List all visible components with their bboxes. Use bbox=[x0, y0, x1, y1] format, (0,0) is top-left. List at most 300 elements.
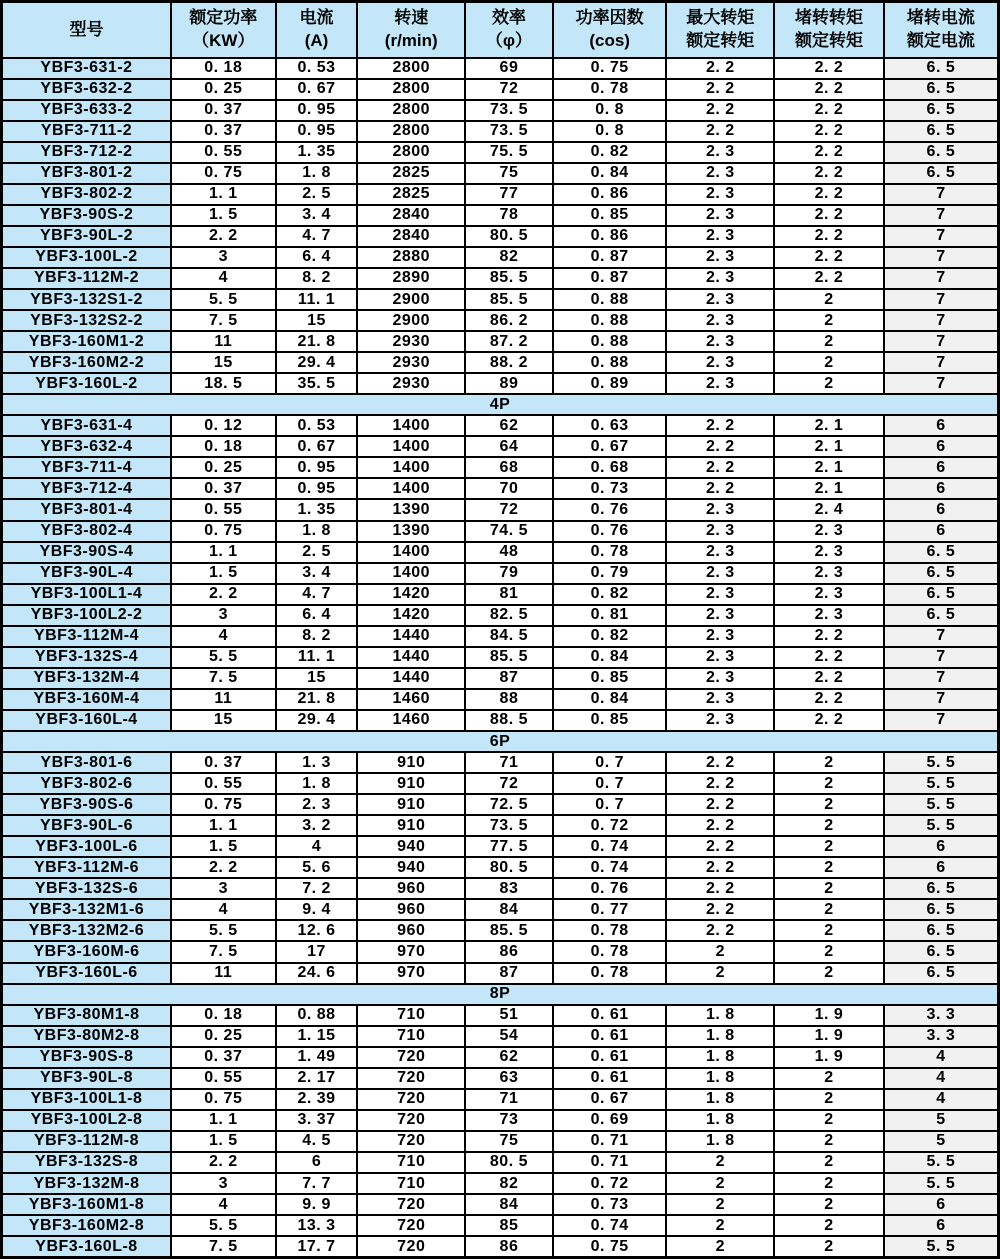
table-row bbox=[2, 142, 999, 163]
value-cell: 29. 4 bbox=[276, 710, 358, 731]
value-cell: 0. 69 bbox=[553, 1110, 667, 1131]
value-cell: 7 bbox=[884, 247, 999, 268]
table-row bbox=[2, 163, 999, 184]
value-cell: 84 bbox=[465, 899, 553, 920]
table-row bbox=[2, 373, 999, 394]
value-cell: 6. 5 bbox=[884, 142, 999, 163]
value-cell: 1. 35 bbox=[276, 142, 358, 163]
table-row bbox=[2, 226, 999, 247]
value-cell: 2800 bbox=[357, 58, 465, 79]
value-cell: 82. 5 bbox=[465, 605, 553, 626]
value-cell: 48 bbox=[465, 542, 553, 563]
value-cell: 2930 bbox=[357, 352, 465, 373]
value-cell: 960 bbox=[357, 878, 465, 899]
value-cell: 720 bbox=[357, 1110, 465, 1131]
value-cell: 0. 75 bbox=[171, 163, 276, 184]
value-cell: 63 bbox=[465, 1068, 553, 1089]
value-cell: 1. 1 bbox=[171, 184, 276, 205]
value-cell: 0. 73 bbox=[553, 1194, 667, 1215]
value-cell: 940 bbox=[357, 857, 465, 878]
value-cell: 87 bbox=[465, 668, 553, 689]
value-cell: 2840 bbox=[357, 205, 465, 226]
value-cell: 2. 2 bbox=[774, 58, 884, 79]
value-cell: 2. 3 bbox=[666, 226, 774, 247]
value-cell: 0. 37 bbox=[171, 752, 276, 773]
model-cell: YBF3-160M2-8 bbox=[2, 1215, 171, 1236]
value-cell: 0. 74 bbox=[553, 1215, 667, 1236]
value-cell: 7 bbox=[884, 331, 999, 352]
value-cell: 11. 1 bbox=[276, 647, 358, 668]
value-cell: 0. 7 bbox=[553, 794, 667, 815]
value-cell: 2 bbox=[774, 794, 884, 815]
value-cell: 0. 88 bbox=[553, 331, 667, 352]
value-cell: 85. 5 bbox=[465, 289, 553, 310]
table-row bbox=[2, 436, 999, 457]
value-cell: 6. 5 bbox=[884, 899, 999, 920]
model-cell: YBF3-90L-6 bbox=[2, 815, 171, 836]
value-cell: 84 bbox=[465, 1194, 553, 1215]
value-cell: 2. 2 bbox=[774, 184, 884, 205]
value-cell: 5 bbox=[884, 1110, 999, 1131]
value-cell: 0. 78 bbox=[553, 79, 667, 100]
table-row bbox=[2, 563, 999, 584]
value-cell: 85. 5 bbox=[465, 647, 553, 668]
value-cell: 0. 88 bbox=[276, 1005, 358, 1026]
value-cell: 69 bbox=[465, 58, 553, 79]
value-cell: 88 bbox=[465, 689, 553, 710]
value-cell: 2. 2 bbox=[666, 878, 774, 899]
value-cell: 2. 3 bbox=[666, 605, 774, 626]
value-cell: 0. 61 bbox=[553, 1068, 667, 1089]
value-cell: 0. 84 bbox=[553, 689, 667, 710]
value-cell: 970 bbox=[357, 963, 465, 984]
value-cell: 7 bbox=[884, 184, 999, 205]
value-cell: 72 bbox=[465, 773, 553, 794]
section-row-8p bbox=[2, 984, 999, 1005]
value-cell: 2. 2 bbox=[666, 815, 774, 836]
value-cell: 2. 2 bbox=[774, 226, 884, 247]
value-cell: 0. 76 bbox=[553, 878, 667, 899]
model-cell: YBF3-132M-4 bbox=[2, 668, 171, 689]
table-body bbox=[2, 58, 999, 1258]
value-cell: 2930 bbox=[357, 373, 465, 394]
value-cell: 2 bbox=[774, 963, 884, 984]
table-row bbox=[2, 1173, 999, 1194]
value-cell: 0. 55 bbox=[171, 499, 276, 520]
model-cell: YBF3-112M-2 bbox=[2, 268, 171, 289]
value-cell: 7 bbox=[884, 689, 999, 710]
value-cell: 7 bbox=[884, 226, 999, 247]
value-cell: 0. 7 bbox=[553, 773, 667, 794]
value-cell: 2. 2 bbox=[666, 58, 774, 79]
value-cell: 80. 5 bbox=[465, 226, 553, 247]
value-cell: 11. 1 bbox=[276, 289, 358, 310]
value-cell: 0. 18 bbox=[171, 58, 276, 79]
value-cell: 85 bbox=[465, 1215, 553, 1236]
table-row bbox=[2, 1068, 999, 1089]
value-cell: 70 bbox=[465, 478, 553, 499]
value-cell: 77 bbox=[465, 184, 553, 205]
value-cell: 1400 bbox=[357, 478, 465, 499]
value-cell: 2 bbox=[774, 1215, 884, 1236]
value-cell: 1. 8 bbox=[666, 1047, 774, 1068]
table-row bbox=[2, 100, 999, 121]
value-cell: 1. 9 bbox=[774, 1047, 884, 1068]
column-header-model: 型号 bbox=[2, 2, 171, 58]
value-cell: 2. 2 bbox=[774, 121, 884, 142]
value-cell: 2. 2 bbox=[171, 226, 276, 247]
value-cell: 0. 12 bbox=[171, 415, 276, 436]
value-cell: 2 bbox=[774, 1194, 884, 1215]
value-cell: 0. 84 bbox=[553, 647, 667, 668]
value-cell: 720 bbox=[357, 1131, 465, 1152]
value-cell: 2. 2 bbox=[774, 79, 884, 100]
model-cell: YBF3-712-2 bbox=[2, 142, 171, 163]
value-cell: 6. 5 bbox=[884, 941, 999, 962]
value-cell: 2 bbox=[774, 1173, 884, 1194]
value-cell: 0. 8 bbox=[553, 100, 667, 121]
value-cell: 0. 7 bbox=[553, 752, 667, 773]
value-cell: 6. 4 bbox=[276, 605, 358, 626]
value-cell: 910 bbox=[357, 815, 465, 836]
value-cell: 2 bbox=[774, 373, 884, 394]
value-cell: 0. 67 bbox=[276, 436, 358, 457]
column-header-power_factor: 功率因数 (cos) bbox=[553, 2, 667, 58]
table-row bbox=[2, 794, 999, 815]
value-cell: 6. 5 bbox=[884, 963, 999, 984]
value-cell: 73 bbox=[465, 1110, 553, 1131]
value-cell: 6. 5 bbox=[884, 163, 999, 184]
value-cell: 73. 5 bbox=[465, 815, 553, 836]
value-cell: 7 bbox=[884, 626, 999, 647]
value-cell: 11 bbox=[171, 963, 276, 984]
model-cell: YBF3-160M1-2 bbox=[2, 331, 171, 352]
value-cell: 0. 76 bbox=[553, 521, 667, 542]
value-cell: 6. 5 bbox=[884, 563, 999, 584]
table-row bbox=[2, 331, 999, 352]
table-row bbox=[2, 899, 999, 920]
value-cell: 970 bbox=[357, 941, 465, 962]
value-cell: 6 bbox=[884, 478, 999, 499]
value-cell: 2. 3 bbox=[666, 352, 774, 373]
value-cell: 0. 75 bbox=[171, 1089, 276, 1110]
value-cell: 2. 3 bbox=[666, 626, 774, 647]
model-cell: YBF3-132S-6 bbox=[2, 878, 171, 899]
value-cell: 0. 88 bbox=[553, 310, 667, 331]
table-row bbox=[2, 1152, 999, 1173]
model-cell: YBF3-90S-2 bbox=[2, 205, 171, 226]
table-row bbox=[2, 121, 999, 142]
model-cell: YBF3-80M2-8 bbox=[2, 1026, 171, 1047]
value-cell: 2. 4 bbox=[774, 499, 884, 520]
value-cell: 2 bbox=[774, 310, 884, 331]
value-cell: 1460 bbox=[357, 710, 465, 731]
value-cell: 2. 2 bbox=[666, 899, 774, 920]
value-cell: 2. 3 bbox=[666, 499, 774, 520]
value-cell: 11 bbox=[171, 331, 276, 352]
value-cell: 15 bbox=[171, 710, 276, 731]
value-cell: 7. 7 bbox=[276, 1173, 358, 1194]
model-cell: YBF3-100L1-8 bbox=[2, 1089, 171, 1110]
table-row bbox=[2, 205, 999, 226]
value-cell: 2. 2 bbox=[774, 626, 884, 647]
value-cell: 18. 5 bbox=[171, 373, 276, 394]
table-row bbox=[2, 1194, 999, 1215]
value-cell: 7 bbox=[884, 205, 999, 226]
value-cell: 4 bbox=[171, 626, 276, 647]
value-cell: 2. 3 bbox=[666, 268, 774, 289]
table-row bbox=[2, 268, 999, 289]
value-cell: 1390 bbox=[357, 499, 465, 520]
value-cell: 75. 5 bbox=[465, 142, 553, 163]
table-row bbox=[2, 710, 999, 731]
table-row bbox=[2, 1236, 999, 1257]
model-cell: YBF3-90S-6 bbox=[2, 794, 171, 815]
value-cell: 0. 75 bbox=[553, 58, 667, 79]
value-cell: 0. 86 bbox=[553, 184, 667, 205]
value-cell: 8. 2 bbox=[276, 268, 358, 289]
model-cell: YBF3-132S-4 bbox=[2, 647, 171, 668]
value-cell: 2 bbox=[774, 836, 884, 857]
value-cell: 0. 78 bbox=[553, 542, 667, 563]
value-cell: 1390 bbox=[357, 521, 465, 542]
value-cell: 0. 84 bbox=[553, 163, 667, 184]
table-row bbox=[2, 920, 999, 941]
table-row bbox=[2, 1089, 999, 1110]
value-cell: 80. 5 bbox=[465, 1152, 553, 1173]
value-cell: 82 bbox=[465, 247, 553, 268]
value-cell: 2. 3 bbox=[774, 563, 884, 584]
value-cell: 4 bbox=[171, 1194, 276, 1215]
value-cell: 7 bbox=[884, 289, 999, 310]
value-cell: 2. 3 bbox=[666, 310, 774, 331]
value-cell: 1400 bbox=[357, 542, 465, 563]
value-cell: 2 bbox=[666, 1173, 774, 1194]
value-cell: 86 bbox=[465, 1236, 553, 1257]
table-row bbox=[2, 1026, 999, 1047]
value-cell: 2. 3 bbox=[774, 584, 884, 605]
value-cell: 71 bbox=[465, 1089, 553, 1110]
value-cell: 2. 2 bbox=[666, 752, 774, 773]
value-cell: 0. 67 bbox=[276, 79, 358, 100]
value-cell: 0. 82 bbox=[553, 142, 667, 163]
value-cell: 0. 87 bbox=[553, 247, 667, 268]
value-cell: 2. 3 bbox=[666, 689, 774, 710]
model-cell: YBF3-112M-6 bbox=[2, 857, 171, 878]
value-cell: 64 bbox=[465, 436, 553, 457]
model-cell: YBF3-132M2-6 bbox=[2, 920, 171, 941]
value-cell: 910 bbox=[357, 752, 465, 773]
value-cell: 7. 5 bbox=[171, 668, 276, 689]
table-row bbox=[2, 878, 999, 899]
value-cell: 0. 25 bbox=[171, 1026, 276, 1047]
column-header-locked_rotor_current_over_rated_current: 堵转电流 额定电流 bbox=[884, 2, 999, 58]
value-cell: 2. 2 bbox=[666, 857, 774, 878]
value-cell: 73. 5 bbox=[465, 100, 553, 121]
table-row bbox=[2, 1215, 999, 1236]
value-cell: 6. 5 bbox=[884, 79, 999, 100]
value-cell: 0. 95 bbox=[276, 100, 358, 121]
value-cell: 2. 2 bbox=[171, 1152, 276, 1173]
value-cell: 3. 2 bbox=[276, 815, 358, 836]
value-cell: 2. 2 bbox=[666, 100, 774, 121]
table-row bbox=[2, 626, 999, 647]
value-cell: 2800 bbox=[357, 79, 465, 100]
value-cell: 0. 71 bbox=[553, 1131, 667, 1152]
value-cell: 5. 5 bbox=[884, 773, 999, 794]
value-cell: 17. 7 bbox=[276, 1236, 358, 1257]
value-cell: 7. 5 bbox=[171, 310, 276, 331]
value-cell: 2900 bbox=[357, 310, 465, 331]
value-cell: 2. 39 bbox=[276, 1089, 358, 1110]
value-cell: 2 bbox=[774, 941, 884, 962]
value-cell: 21. 8 bbox=[276, 689, 358, 710]
model-cell: YBF3-631-2 bbox=[2, 58, 171, 79]
value-cell: 2900 bbox=[357, 289, 465, 310]
value-cell: 2 bbox=[774, 815, 884, 836]
value-cell: 2800 bbox=[357, 142, 465, 163]
table-row bbox=[2, 415, 999, 436]
column-header-rated_power_kw: 额定功率 （KW） bbox=[171, 2, 276, 58]
model-cell: YBF3-160M2-2 bbox=[2, 352, 171, 373]
value-cell: 0. 37 bbox=[171, 1047, 276, 1068]
value-cell: 1. 8 bbox=[276, 773, 358, 794]
model-cell: YBF3-80M1-8 bbox=[2, 1005, 171, 1026]
value-cell: 35. 5 bbox=[276, 373, 358, 394]
value-cell: 2. 3 bbox=[666, 142, 774, 163]
value-cell: 960 bbox=[357, 920, 465, 941]
value-cell: 0. 88 bbox=[553, 352, 667, 373]
value-cell: 81 bbox=[465, 584, 553, 605]
value-cell: 77. 5 bbox=[465, 836, 553, 857]
value-cell: 2 bbox=[774, 289, 884, 310]
value-cell: 2. 3 bbox=[666, 184, 774, 205]
value-cell: 0. 81 bbox=[553, 605, 667, 626]
value-cell: 2 bbox=[774, 857, 884, 878]
model-cell: YBF3-802-2 bbox=[2, 184, 171, 205]
value-cell: 0. 37 bbox=[171, 100, 276, 121]
value-cell: 51 bbox=[465, 1005, 553, 1026]
value-cell: 87. 2 bbox=[465, 331, 553, 352]
value-cell: 85. 5 bbox=[465, 268, 553, 289]
value-cell: 0. 68 bbox=[553, 457, 667, 478]
value-cell: 720 bbox=[357, 1068, 465, 1089]
value-cell: 7. 5 bbox=[171, 941, 276, 962]
value-cell: 3 bbox=[171, 1173, 276, 1194]
model-cell: YBF3-160L-4 bbox=[2, 710, 171, 731]
value-cell: 2 bbox=[774, 773, 884, 794]
value-cell: 4 bbox=[884, 1047, 999, 1068]
model-cell: YBF3-100L-6 bbox=[2, 836, 171, 857]
table-row bbox=[2, 605, 999, 626]
value-cell: 2. 2 bbox=[666, 836, 774, 857]
section-row-4p bbox=[2, 394, 999, 415]
value-cell: 0. 67 bbox=[553, 436, 667, 457]
value-cell: 2. 2 bbox=[666, 436, 774, 457]
value-cell: 8. 2 bbox=[276, 626, 358, 647]
value-cell: 24. 6 bbox=[276, 963, 358, 984]
value-cell: 0. 67 bbox=[553, 1089, 667, 1110]
column-header-efficiency: 效率 （φ） bbox=[465, 2, 553, 58]
value-cell: 82 bbox=[465, 1173, 553, 1194]
value-cell: 2 bbox=[666, 1215, 774, 1236]
value-cell: 54 bbox=[465, 1026, 553, 1047]
value-cell: 6 bbox=[884, 457, 999, 478]
value-cell: 4 bbox=[884, 1068, 999, 1089]
value-cell: 6. 4 bbox=[276, 247, 358, 268]
value-cell: 2825 bbox=[357, 163, 465, 184]
value-cell: 15 bbox=[276, 310, 358, 331]
value-cell: 88. 5 bbox=[465, 710, 553, 731]
value-cell: 720 bbox=[357, 1047, 465, 1068]
value-cell: 11 bbox=[171, 689, 276, 710]
model-cell: YBF3-802-6 bbox=[2, 773, 171, 794]
value-cell: 29. 4 bbox=[276, 352, 358, 373]
model-cell: YBF3-132M-8 bbox=[2, 1173, 171, 1194]
value-cell: 940 bbox=[357, 836, 465, 857]
value-cell: 2 bbox=[774, 352, 884, 373]
value-cell: 2. 2 bbox=[666, 773, 774, 794]
model-cell: YBF3-112M-4 bbox=[2, 626, 171, 647]
value-cell: 0. 55 bbox=[171, 1068, 276, 1089]
value-cell: 2 bbox=[774, 899, 884, 920]
value-cell: 2. 1 bbox=[774, 457, 884, 478]
value-cell: 83 bbox=[465, 878, 553, 899]
value-cell: 2. 3 bbox=[666, 247, 774, 268]
value-cell: 0. 37 bbox=[171, 478, 276, 499]
section-label: 6P bbox=[2, 731, 999, 752]
value-cell: 89 bbox=[465, 373, 553, 394]
value-cell: 3. 4 bbox=[276, 205, 358, 226]
value-cell: 0. 18 bbox=[171, 1005, 276, 1026]
value-cell: 6. 5 bbox=[884, 605, 999, 626]
value-cell: 7 bbox=[884, 647, 999, 668]
model-cell: YBF3-90L-4 bbox=[2, 563, 171, 584]
table-row bbox=[2, 79, 999, 100]
value-cell: 72 bbox=[465, 79, 553, 100]
value-cell: 4 bbox=[884, 1089, 999, 1110]
value-cell: 86. 2 bbox=[465, 310, 553, 331]
value-cell: 2 bbox=[774, 1089, 884, 1110]
value-cell: 7 bbox=[884, 710, 999, 731]
table-row bbox=[2, 352, 999, 373]
value-cell: 1. 8 bbox=[276, 521, 358, 542]
value-cell: 2. 3 bbox=[666, 331, 774, 352]
value-cell: 3. 3 bbox=[884, 1005, 999, 1026]
table-row bbox=[2, 1047, 999, 1068]
value-cell: 0. 89 bbox=[553, 373, 667, 394]
value-cell: 2 bbox=[666, 963, 774, 984]
value-cell: 0. 86 bbox=[553, 226, 667, 247]
value-cell: 9. 4 bbox=[276, 899, 358, 920]
value-cell: 2. 2 bbox=[774, 647, 884, 668]
value-cell: 1420 bbox=[357, 605, 465, 626]
value-cell: 15 bbox=[276, 668, 358, 689]
value-cell: 15 bbox=[171, 352, 276, 373]
value-cell: 710 bbox=[357, 1026, 465, 1047]
value-cell: 0. 25 bbox=[171, 457, 276, 478]
table-row bbox=[2, 689, 999, 710]
value-cell: 1440 bbox=[357, 647, 465, 668]
table-row bbox=[2, 773, 999, 794]
value-cell: 0. 78 bbox=[553, 963, 667, 984]
value-cell: 1. 5 bbox=[171, 836, 276, 857]
model-cell: YBF3-160M1-8 bbox=[2, 1194, 171, 1215]
value-cell: 5. 5 bbox=[884, 815, 999, 836]
value-cell: 710 bbox=[357, 1005, 465, 1026]
value-cell: 0. 82 bbox=[553, 626, 667, 647]
value-cell: 2 bbox=[774, 878, 884, 899]
